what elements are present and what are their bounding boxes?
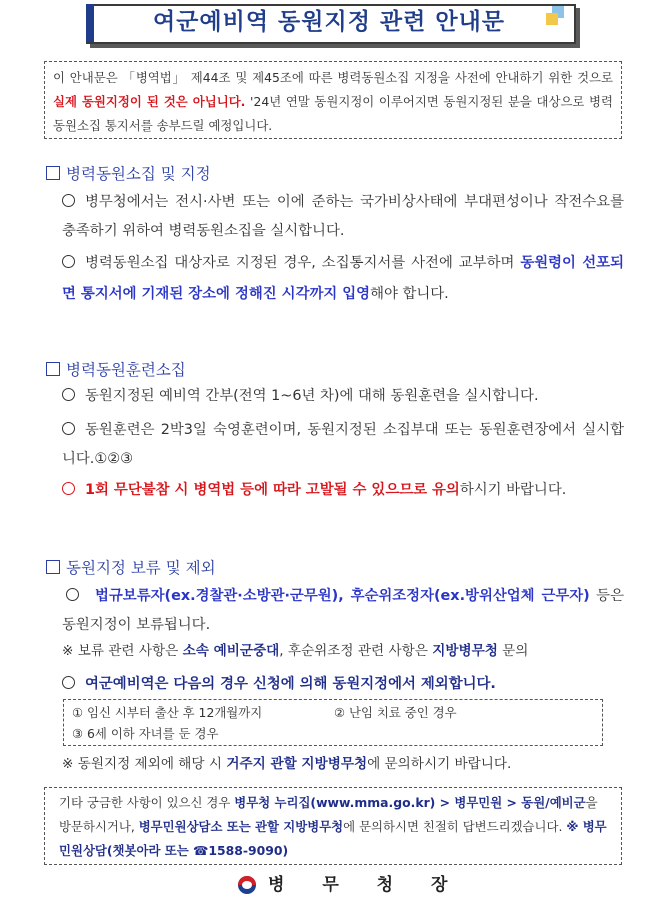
intro-notice [44,61,622,139]
list-item [62,476,624,505]
item-text: 하시기 바랍니다. [459,482,567,498]
intro-text-1: 이 안내문은 「병역법」 제44조 및 제45조에 따른 병력동원소집 지정을 사전에 안내하기 위한 것으로 [53,70,613,85]
section-heading-mobilization [46,162,211,184]
item-text: 병무청에서는 전시·사변 또는 이에 준하는 국가비상사태에 부대편성이나 작전수요를 충족하기 위하여 병력동원소집을 실시합니다. [62,194,624,239]
item-text: 해야 합니다. [370,286,449,302]
item-text: 병력동원소집 대상자로 지정된 경우, 소집통지서를 사전에 교부하며 [85,255,521,271]
circle-bullet-icon [62,194,75,207]
government-emblem-icon [238,876,256,894]
list-item [62,416,624,474]
circle-bullet-icon [62,482,75,495]
decoration-squares-icon [546,6,566,26]
item-highlight: 동원령이 선포되면 통지서에 기재된 장소에 정해진 시각까지 입영 [62,255,624,302]
footer-contact-box: 기타 궁금한 사항이 있으신 경우 병무청 누리집(www.mma.go.kr) > 병무민원 > 동원/예비군을 방문하시거나, 병무민원상담소 또는 관할 지방병무청에 문의하시면 친절히 답변드리겠습니다. ※ 병무민원상담(챗봇아라 또는 ☎1588-9090) [44,787,622,865]
item-text: 등은 동원지정이 보류됩니다. [62,588,624,633]
circle-bullet-icon [62,676,75,689]
list-item [62,382,624,411]
item-highlight: 법규보류자(ex.경찰관·소방관·군무원), 후순위조정자(ex.방위산업체 근무자) [95,588,590,604]
item-text: 동원지정된 예비역 간부(전역 1~6년 차)에 대해 동원훈련을 실시합니다. [85,388,539,404]
page-title: 여군예비역 동원지정 관련 안내문 [152,9,506,35]
list-item [62,582,624,640]
note-reserve: ※ 보류 관련 사항은 소속 예비군중대, 후순위조정 관련 사항은 지방병무청 문의 [62,643,529,659]
checkbox-square-icon [46,560,60,574]
checkbox-square-icon [46,362,60,376]
condition-item: ① 임신 시부터 출산 후 12개월까지 [72,705,263,720]
list-item [62,248,624,310]
exemption-conditions-box [63,699,603,746]
intro-highlight: 실제 동원지정이 된 것은 아닙니다. [53,94,246,109]
condition-item: ③ 6세 이하 자녀를 둔 경우 [72,726,219,741]
circle-bullet-icon [66,588,79,601]
item-highlight: 여군예비역은 다음의 경우 신청에 의해 동원지정에서 제외합니다. [85,676,496,692]
list-item [62,188,624,246]
section-heading-text: 병력동원소집 및 지정 [66,165,211,183]
section-heading-training [46,358,186,380]
item-text: 동원훈련은 2박3일 숙영훈련이며, 동원지정된 소집부대 또는 동원훈련장에서 실시합니다.①②③ [62,422,624,467]
note-exemption: ※ 동원지정 제외에 해당 시 거주지 관할 지방병무청에 문의하시기 바랍니다. [62,756,512,772]
section-heading-exemption [46,556,216,578]
phone-contact: ※ 병무민원상담(챗봇아라 또는 ☎1588-9090) [59,819,607,858]
circle-bullet-icon [62,422,75,435]
intro-text-2: '24년 연말 동원지정이 이루어지면 동원지정된 분을 대상으로 병력동원소집 통지서를 송부드릴 예정입니다. [53,94,613,133]
checkbox-square-icon [46,166,60,180]
title-banner [86,4,580,46]
condition-item: ② 난임 치료 중인 경우 [334,705,457,720]
circle-bullet-icon [62,255,75,268]
circle-bullet-icon [62,388,75,401]
list-item [62,670,624,699]
website-link[interactable]: 병무청 누리집(www.mma.go.kr) > 병무민원 > 동원/예비군 [234,795,586,810]
item-highlight: 1회 무단불참 시 병역법 등에 따라 고발될 수 있으므로 유의 [85,482,460,498]
section-heading-text: 동원지정 보류 및 제외 [66,559,216,577]
section-heading-text: 병력동원훈련소집 [66,361,186,379]
signature: 병 무 청 장 [268,875,464,895]
